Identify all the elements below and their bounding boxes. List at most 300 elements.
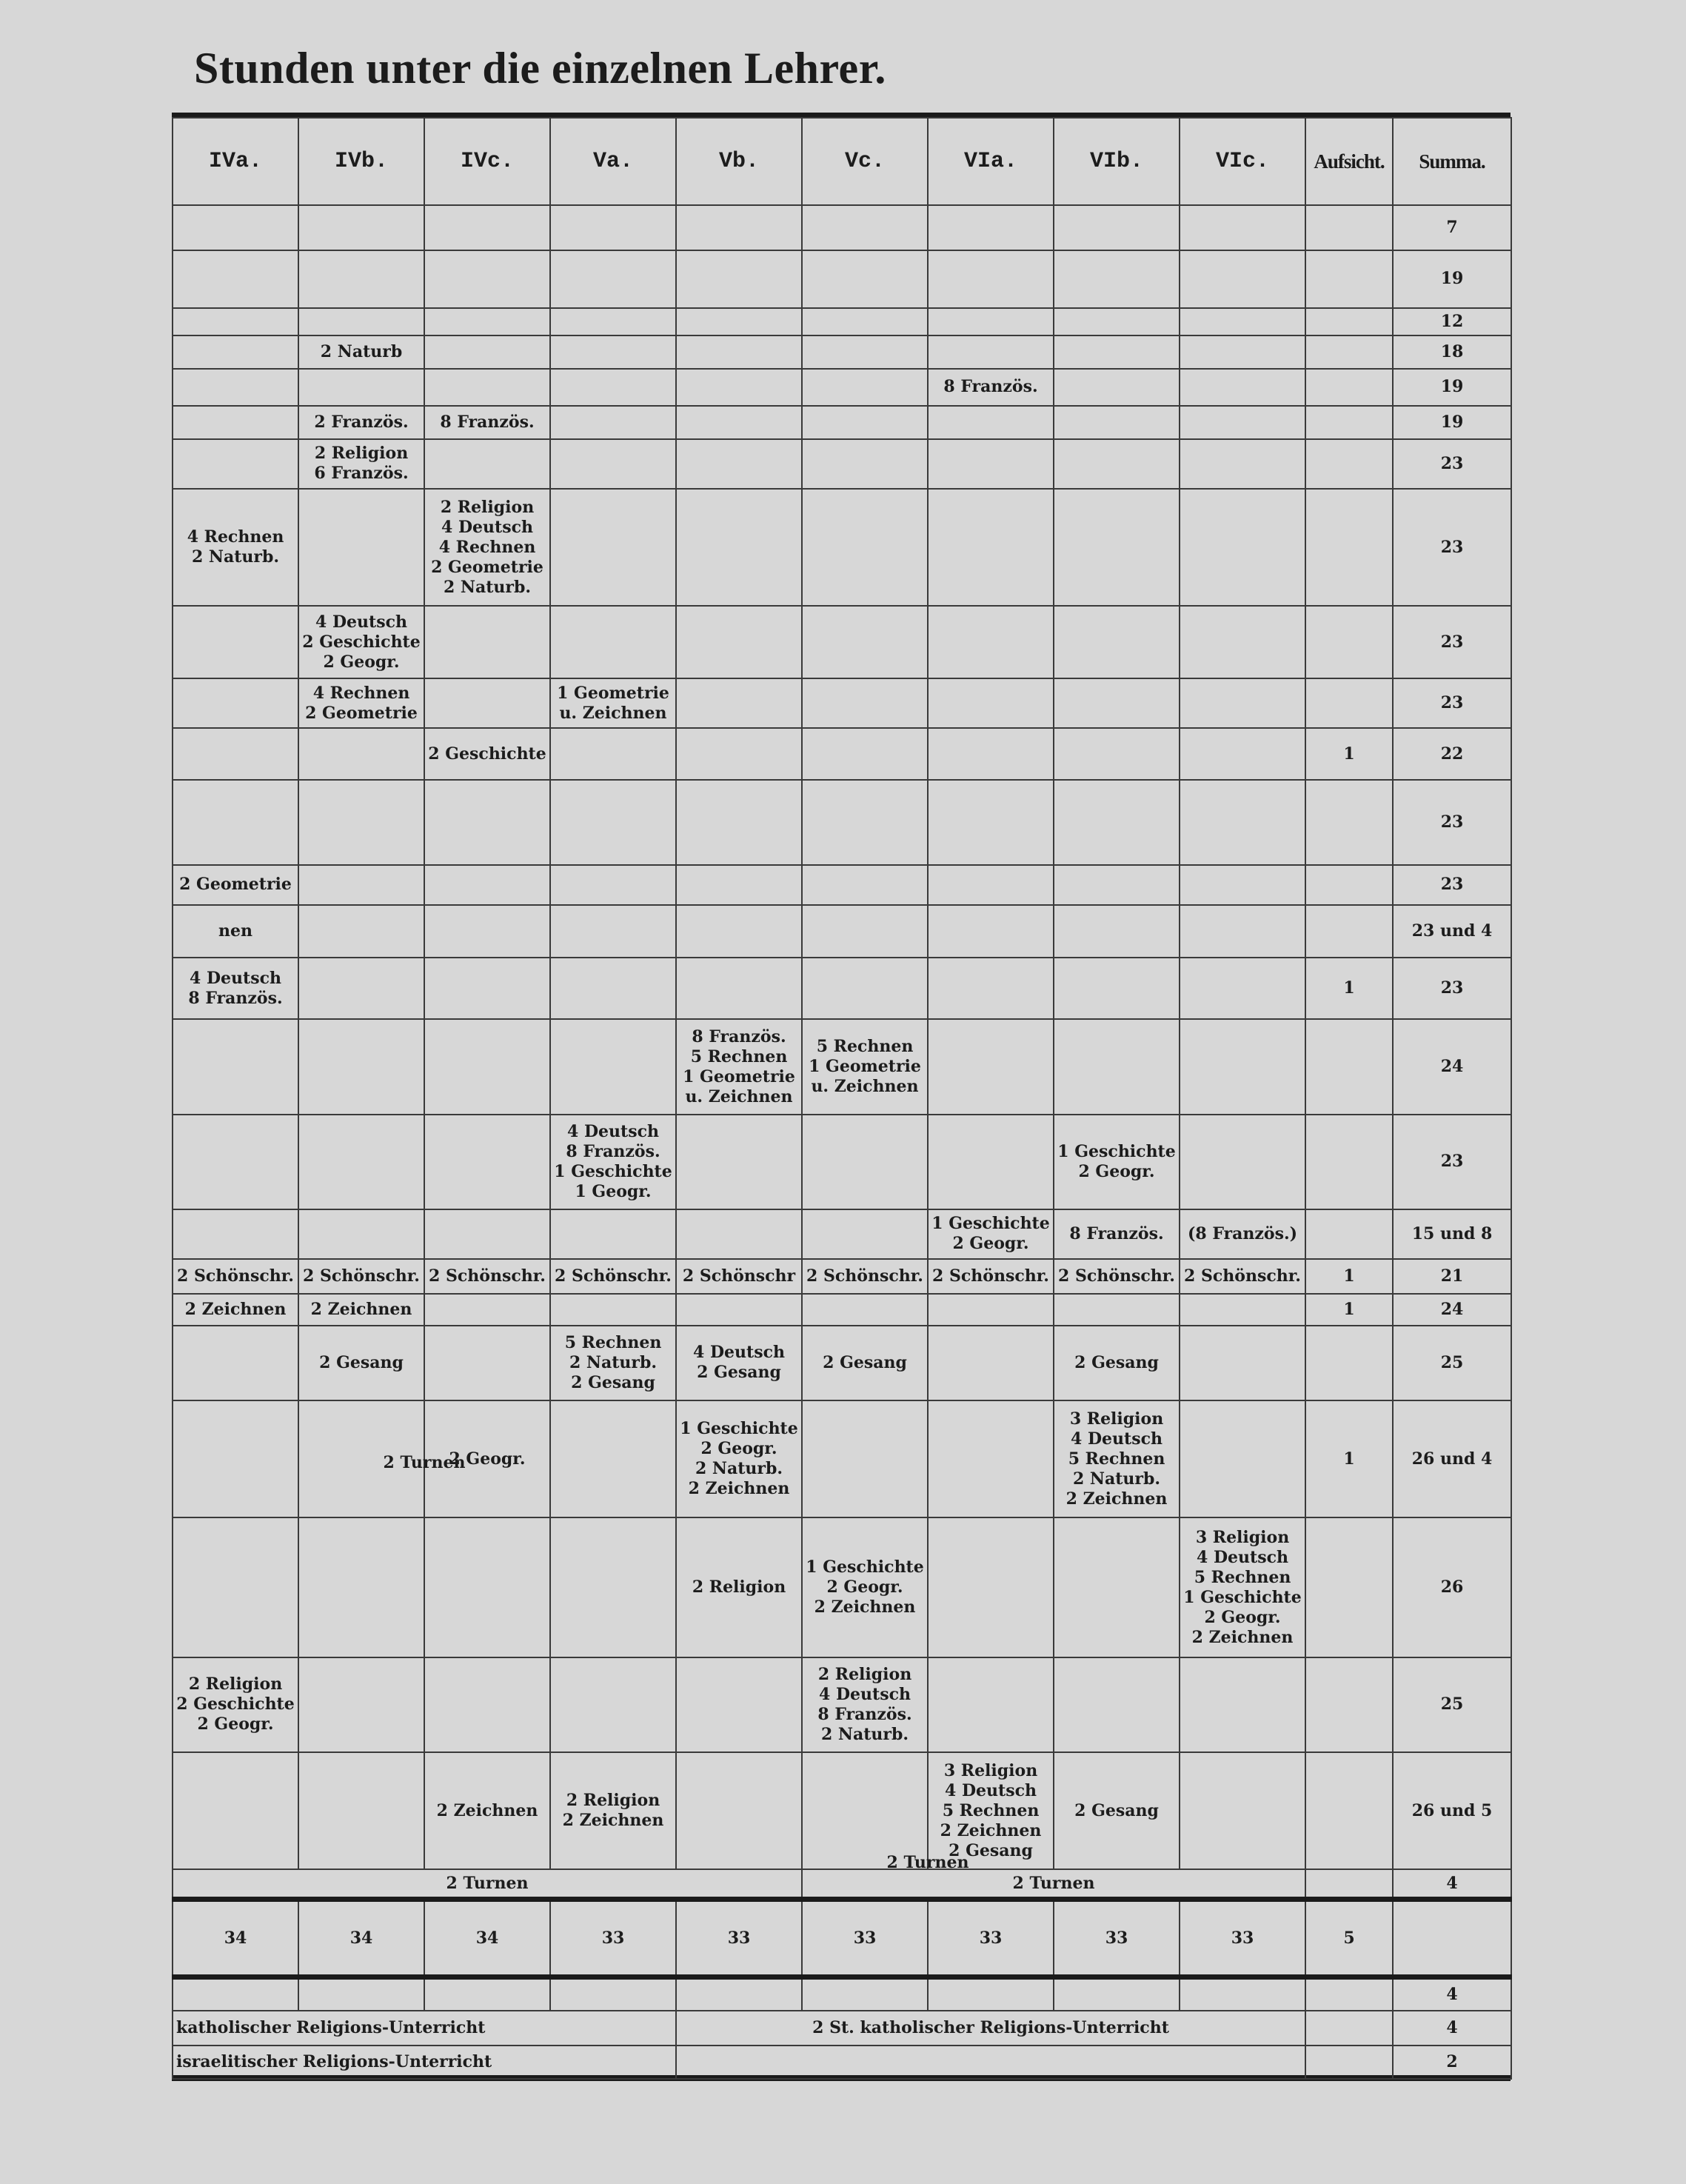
schedule-cell <box>1305 1517 1393 1657</box>
schedule-cell <box>298 958 424 1019</box>
col-header: IVc. <box>424 118 550 205</box>
table-row <box>173 1326 1511 1400</box>
row-sum: 22 <box>1393 728 1511 780</box>
schedule-cell: 8 Französ. <box>1054 1209 1180 1259</box>
schedule-cell <box>676 678 802 728</box>
col-header: VIc. <box>1180 118 1305 205</box>
schedule-cell: 2 Religion 2 Geschichte 2 Geogr. <box>173 1657 298 1752</box>
schedule-cell <box>676 606 802 678</box>
schedule-cell: 4 Rechnen 2 Naturb. <box>173 489 298 606</box>
schedule-cell <box>1180 369 1305 405</box>
schedule-cell: 2 Naturb <box>298 335 424 369</box>
schedule-cell: 2 Schönschr. <box>928 1259 1054 1294</box>
table-row <box>173 728 1511 780</box>
schedule-cell <box>1180 1326 1305 1400</box>
schedule-cell <box>1305 606 1393 678</box>
schedule-cell <box>1054 250 1180 309</box>
schedule-cell <box>424 1019 550 1114</box>
table-row <box>173 439 1511 489</box>
col-header: VIa. <box>928 118 1054 205</box>
row-sum: 4 <box>1393 1869 1511 1899</box>
table-row <box>173 1657 1511 1752</box>
table-row <box>173 780 1511 865</box>
schedule-cell: 2 Schönschr. <box>802 1259 928 1294</box>
schedule-cell <box>1180 1115 1305 1209</box>
row-sum: 25 <box>1393 1657 1511 1752</box>
schedule-cell <box>1305 865 1393 905</box>
schedule-cell <box>676 905 802 958</box>
schedule-cell <box>550 250 676 309</box>
schedule-cell: 2 Zeichnen <box>424 1752 550 1869</box>
row-sum: 23 <box>1393 780 1511 865</box>
total-cell: 5 <box>1305 1899 1393 1977</box>
row-sum: 23 und 4 <box>1393 905 1511 958</box>
schedule-cell <box>550 205 676 250</box>
schedule-cell: 2 Schönschr. <box>424 1259 550 1294</box>
schedule-cell <box>550 369 676 405</box>
schedule-cell <box>1305 1209 1393 1259</box>
schedule-cell <box>173 1115 298 1209</box>
turnen-overlay-label: 2 Turnen <box>383 1453 466 1473</box>
table-row <box>173 1209 1511 1259</box>
schedule-cell <box>802 678 928 728</box>
catholic-left-label: katholischer Religions-Unterricht <box>173 2011 676 2046</box>
schedule-cell: 2 Geometrie <box>173 865 298 905</box>
schedule-cell <box>424 1326 550 1400</box>
schedule-cell <box>173 369 298 405</box>
schedule-cell <box>1305 1019 1393 1114</box>
schedule-cell <box>676 1657 802 1752</box>
schedule-cell <box>1305 1869 1393 1899</box>
schedule-cell <box>1180 728 1305 780</box>
schedule-cell <box>173 780 298 865</box>
table-row <box>173 1869 1511 1899</box>
schedule-cell <box>1054 369 1180 405</box>
schedule-cell <box>928 308 1054 335</box>
schedule-cell <box>928 728 1054 780</box>
schedule-cell: 3 Religion 4 Deutsch 5 Rechnen 2 Naturb. 2 Zeichnen <box>1054 1400 1180 1517</box>
schedule-cell <box>802 439 928 489</box>
schedule-cell <box>802 1209 928 1259</box>
row-sum: 23 <box>1393 865 1511 905</box>
schedule-cell: 2 Religion 4 Deutsch 8 Französ. 2 Naturb. <box>802 1657 928 1752</box>
schedule-cell: 8 Französ. 5 Rechnen 1 Geometrie u. Zeichnen <box>676 1019 802 1114</box>
schedule-cell <box>298 1019 424 1114</box>
schedule-cell <box>928 958 1054 1019</box>
schedule-cell <box>928 1657 1054 1752</box>
totals-row <box>173 1899 1511 1977</box>
schedule-cell <box>1180 780 1305 865</box>
schedule-table <box>172 117 1512 2080</box>
schedule-cell <box>928 406 1054 439</box>
schedule-cell <box>550 1657 676 1752</box>
schedule-cell <box>928 1115 1054 1209</box>
table-row <box>173 606 1511 678</box>
schedule-cell <box>550 308 676 335</box>
schedule-cell <box>550 439 676 489</box>
schedule-cell <box>424 205 550 250</box>
schedule-cell: (8 Französ.) <box>1180 1209 1305 1259</box>
table-row <box>173 678 1511 728</box>
table-row <box>173 958 1511 1019</box>
schedule-cell: 2 Zeichnen <box>298 1294 424 1326</box>
total-cell: 34 <box>173 1899 298 1977</box>
schedule-cell <box>550 335 676 369</box>
schedule-cell <box>928 1400 1054 1517</box>
table-row <box>173 250 1511 309</box>
schedule-cell <box>676 439 802 489</box>
total-cell: 33 <box>676 1899 802 1977</box>
table-row <box>173 205 1511 250</box>
schedule-cell <box>928 250 1054 309</box>
schedule-cell <box>1054 958 1180 1019</box>
schedule-cell: 2 Religion 6 Französ. <box>298 439 424 489</box>
total-cell: 33 <box>1180 1899 1305 1977</box>
schedule-cell <box>802 308 928 335</box>
schedule-cell <box>173 606 298 678</box>
schedule-cell: 2 Gesang <box>1054 1752 1180 1869</box>
schedule-cell <box>298 308 424 335</box>
schedule-cell: 1 <box>1305 1259 1393 1294</box>
footer-sum: 4 <box>1393 1977 1511 2011</box>
schedule-cell: 2 Schönschr <box>676 1259 802 1294</box>
schedule-cell <box>1180 606 1305 678</box>
schedule-cell <box>298 1657 424 1752</box>
schedule-cell <box>424 439 550 489</box>
schedule-cell <box>1180 1019 1305 1114</box>
schedule-cell <box>1054 335 1180 369</box>
schedule-cell <box>676 1752 802 1869</box>
schedule-cell <box>1180 439 1305 489</box>
schedule-cell <box>802 865 928 905</box>
schedule-cell <box>928 1517 1054 1657</box>
schedule-cell <box>173 1019 298 1114</box>
schedule-cell <box>1054 678 1180 728</box>
schedule-cell <box>928 1326 1054 1400</box>
schedule-cell <box>173 1517 298 1657</box>
schedule-cell <box>928 606 1054 678</box>
schedule-cell <box>1054 865 1180 905</box>
schedule-cell: 1 <box>1305 958 1393 1019</box>
row-sum: 23 <box>1393 678 1511 728</box>
schedule-cell: 4 Deutsch 2 Geschichte 2 Geogr. <box>298 606 424 678</box>
schedule-cell <box>173 1209 298 1259</box>
schedule-cell: 1 <box>1305 728 1393 780</box>
schedule-cell <box>1305 205 1393 250</box>
schedule-cell <box>928 678 1054 728</box>
schedule-cell <box>424 606 550 678</box>
schedule-cell: 2 Schönschr. <box>298 1259 424 1294</box>
schedule-cell <box>802 1400 928 1517</box>
schedule-cell <box>1305 780 1393 865</box>
row-sum: 19 <box>1393 250 1511 309</box>
row-sum: 15 und 8 <box>1393 1209 1511 1259</box>
schedule-cell <box>802 780 928 865</box>
total-cell: 34 <box>298 1899 424 1977</box>
schedule-cell <box>1054 728 1180 780</box>
catholic-right-label: 2 St. katholischer Religions-Unterricht <box>676 2011 1305 2046</box>
schedule-cell <box>928 335 1054 369</box>
schedule-cell <box>802 1294 928 1326</box>
schedule-cell <box>676 958 802 1019</box>
schedule-cell <box>550 905 676 958</box>
col-header: Aufsicht. <box>1305 118 1393 205</box>
schedule-cell <box>298 1752 424 1869</box>
schedule-cell <box>676 728 802 780</box>
schedule-cell <box>1180 905 1305 958</box>
schedule-cell: 2 Religion <box>676 1517 802 1657</box>
schedule-cell: 2 Zeichnen <box>173 1294 298 1326</box>
schedule-cell <box>928 1019 1054 1114</box>
schedule-cell <box>1054 205 1180 250</box>
schedule-cell <box>550 780 676 865</box>
schedule-cell <box>1180 1294 1305 1326</box>
schedule-cell <box>1054 406 1180 439</box>
schedule-cell <box>1180 205 1305 250</box>
total-cell: 34 <box>424 1899 550 1977</box>
schedule-cell: 2 Religion 4 Deutsch 4 Rechnen 2 Geometrie 2 Naturb. <box>424 489 550 606</box>
schedule-cell <box>1180 250 1305 309</box>
page-title: Stunden unter die einzelnen Lehrer. <box>194 44 886 93</box>
schedule-cell <box>550 1019 676 1114</box>
schedule-cell: 1 Geschichte 2 Geogr. <box>928 1209 1054 1259</box>
schedule-cell <box>1054 489 1180 606</box>
schedule-cell <box>173 728 298 780</box>
schedule-cell <box>928 489 1054 606</box>
schedule-cell <box>802 335 928 369</box>
schedule-cell <box>928 205 1054 250</box>
schedule-cell: 8 Französ. <box>928 369 1054 405</box>
table-row <box>173 1019 1511 1114</box>
table-row <box>173 369 1511 405</box>
schedule-cell <box>298 780 424 865</box>
schedule-cell: nen <box>173 905 298 958</box>
schedule-cell <box>802 406 928 439</box>
schedule-cell <box>298 728 424 780</box>
schedule-cell: 1 Geschichte 2 Geogr. <box>1054 1115 1180 1209</box>
schedule-cell: 1 Geschichte 2 Geogr. 2 Zeichnen <box>802 1517 928 1657</box>
table-row <box>173 335 1511 369</box>
schedule-cell: 2 Schönschr. <box>550 1259 676 1294</box>
footer-sum: 2 <box>1393 2046 1511 2079</box>
schedule-cell <box>550 606 676 678</box>
schedule-cell: 2 Turnen <box>173 1869 802 1899</box>
schedule-cell: 2 Schönschr. <box>173 1259 298 1294</box>
schedule-cell <box>298 1517 424 1657</box>
schedule-cell <box>424 335 550 369</box>
col-header: IVb. <box>298 118 424 205</box>
schedule-cell <box>676 308 802 335</box>
schedule-cell: 2 Gesang <box>802 1326 928 1400</box>
table-row <box>173 1752 1511 1869</box>
schedule-cell <box>1180 406 1305 439</box>
schedule-cell <box>928 439 1054 489</box>
footer-sum: 4 <box>1393 2011 1511 2046</box>
schedule-cell <box>1180 308 1305 335</box>
schedule-cell: 2 Geschichte <box>424 728 550 780</box>
schedule-cell: 5 Rechnen 2 Naturb. 2 Gesang <box>550 1326 676 1400</box>
col-header: Va. <box>550 118 676 205</box>
schedule-cell: 3 Religion 4 Deutsch 5 Rechnen 2 Zeichnen 2 Gesang <box>928 1752 1054 1869</box>
schedule-cell <box>1305 335 1393 369</box>
row-sum: 24 <box>1393 1294 1511 1326</box>
schedule-cell <box>550 1209 676 1259</box>
schedule-cell <box>676 205 802 250</box>
schedule-cell <box>1180 489 1305 606</box>
schedule-cell <box>1305 308 1393 335</box>
schedule-cell <box>676 489 802 606</box>
schedule-cell <box>1305 1326 1393 1400</box>
schedule-cell <box>802 958 928 1019</box>
row-sum: 21 <box>1393 1259 1511 1294</box>
col-header: Summa. <box>1393 118 1511 205</box>
schedule-cell <box>1305 489 1393 606</box>
schedule-cell <box>424 958 550 1019</box>
schedule-cell <box>676 250 802 309</box>
row-sum: 23 <box>1393 489 1511 606</box>
header-row <box>173 118 1511 205</box>
schedule-cell <box>173 308 298 335</box>
table-row <box>173 489 1511 606</box>
schedule-cell: 2 Geogr. <box>424 1400 550 1517</box>
schedule-cell <box>424 1657 550 1752</box>
schedule-cell <box>424 780 550 865</box>
schedule-cell: 2 Französ. <box>298 406 424 439</box>
schedule-cell <box>424 1115 550 1209</box>
schedule-cell <box>1054 308 1180 335</box>
schedule-cell <box>424 1294 550 1326</box>
schedule-cell: 1 <box>1305 1294 1393 1326</box>
schedule-cell <box>550 728 676 780</box>
schedule-cell <box>1180 1400 1305 1517</box>
schedule-cell <box>550 406 676 439</box>
schedule-cell <box>1054 1657 1180 1752</box>
schedule-cell <box>802 905 928 958</box>
row-sum: 7 <box>1393 205 1511 250</box>
schedule-cell <box>298 205 424 250</box>
row-sum: 25 <box>1393 1326 1511 1400</box>
schedule-cell <box>550 1517 676 1657</box>
schedule-cell <box>676 1209 802 1259</box>
schedule-cell <box>676 369 802 405</box>
total-cell: 33 <box>802 1899 928 1977</box>
schedule-cell: 2 Turnen <box>802 1869 1305 1899</box>
schedule-cell <box>1180 1752 1305 1869</box>
row-sum: 19 <box>1393 369 1511 405</box>
schedule-cell <box>1054 1019 1180 1114</box>
row-sum: 23 <box>1393 606 1511 678</box>
table-row <box>173 1294 1511 1326</box>
table-row <box>173 1259 1511 1294</box>
table-row <box>173 1517 1511 1657</box>
schedule-cell <box>1054 439 1180 489</box>
schedule-cell: 5 Rechnen 1 Geometrie u. Zeichnen <box>802 1019 928 1114</box>
row-sum: 24 <box>1393 1019 1511 1114</box>
schedule-cell <box>1054 1517 1180 1657</box>
schedule-cell <box>424 1209 550 1259</box>
schedule-cell <box>173 678 298 728</box>
footer-catholic-row <box>173 2011 1511 2046</box>
schedule-cell <box>1180 1657 1305 1752</box>
schedule-cell <box>550 1400 676 1517</box>
turnen-overlay-label: 2 Turnen <box>886 1853 969 1873</box>
israelite-label: israelitischer Religions-Unterricht <box>173 2046 676 2079</box>
schedule-cell <box>1054 606 1180 678</box>
schedule-cell <box>1054 1294 1180 1326</box>
schedule-cell <box>173 205 298 250</box>
schedule-cell <box>928 905 1054 958</box>
schedule-cell <box>802 1115 928 1209</box>
schedule-cell <box>173 250 298 309</box>
schedule-cell <box>1180 865 1305 905</box>
row-sum: 23 <box>1393 439 1511 489</box>
schedule-cell <box>676 335 802 369</box>
schedule-cell <box>1180 958 1305 1019</box>
footer-israelite-row <box>173 2046 1511 2079</box>
schedule-cell <box>173 406 298 439</box>
schedule-cell <box>298 250 424 309</box>
schedule-cell <box>1305 1657 1393 1752</box>
col-header: VIb. <box>1054 118 1180 205</box>
schedule-cell <box>928 865 1054 905</box>
schedule-cell <box>676 1294 802 1326</box>
schedule-cell <box>424 369 550 405</box>
schedule-cell <box>676 406 802 439</box>
table-row <box>173 1400 1511 1517</box>
schedule-cell <box>802 728 928 780</box>
schedule-cell <box>424 308 550 335</box>
schedule-cell <box>1305 1115 1393 1209</box>
schedule-cell <box>298 489 424 606</box>
schedule-cell <box>173 335 298 369</box>
schedule-cell <box>173 1400 298 1517</box>
schedule-cell: 2 Gesang <box>1054 1326 1180 1400</box>
schedule-cell <box>1305 406 1393 439</box>
schedule-cell <box>802 606 928 678</box>
schedule-cell <box>424 1517 550 1657</box>
schedule-cell <box>802 1752 928 1869</box>
table-row <box>173 865 1511 905</box>
total-cell: 33 <box>550 1899 676 1977</box>
schedule-cell: 4 Deutsch 8 Französ. 1 Geschichte 1 Geogr. <box>550 1115 676 1209</box>
schedule-cell <box>550 489 676 606</box>
schedule-cell: 3 Religion 4 Deutsch 5 Rechnen 1 Geschichte 2 Geogr. 2 Zeichnen <box>1180 1517 1305 1657</box>
schedule-cell <box>676 780 802 865</box>
row-sum: 23 <box>1393 1115 1511 1209</box>
total-cell: 33 <box>1054 1899 1180 1977</box>
col-header: Vc. <box>802 118 928 205</box>
col-header: Vb. <box>676 118 802 205</box>
schedule-cell <box>1180 678 1305 728</box>
schedule-cell <box>173 439 298 489</box>
schedule-cell: 1 Geschichte 2 Geogr. 2 Naturb. 2 Zeichnen <box>676 1400 802 1517</box>
schedule-cell <box>1305 1752 1393 1869</box>
row-sum: 19 <box>1393 406 1511 439</box>
schedule-cell <box>802 369 928 405</box>
schedule-cell <box>928 1294 1054 1326</box>
schedule-cell: 2 Schönschr. <box>1054 1259 1180 1294</box>
schedule-cell <box>802 489 928 606</box>
schedule-cell <box>802 250 928 309</box>
schedule-cell <box>424 865 550 905</box>
total-cell: 33 <box>928 1899 1054 1977</box>
schedule-cell <box>1305 905 1393 958</box>
schedule-cell: 4 Deutsch 2 Gesang <box>676 1326 802 1400</box>
schedule-cell <box>298 369 424 405</box>
schedule-cell <box>298 1209 424 1259</box>
schedule-cell <box>424 678 550 728</box>
row-sum: 18 <box>1393 335 1511 369</box>
